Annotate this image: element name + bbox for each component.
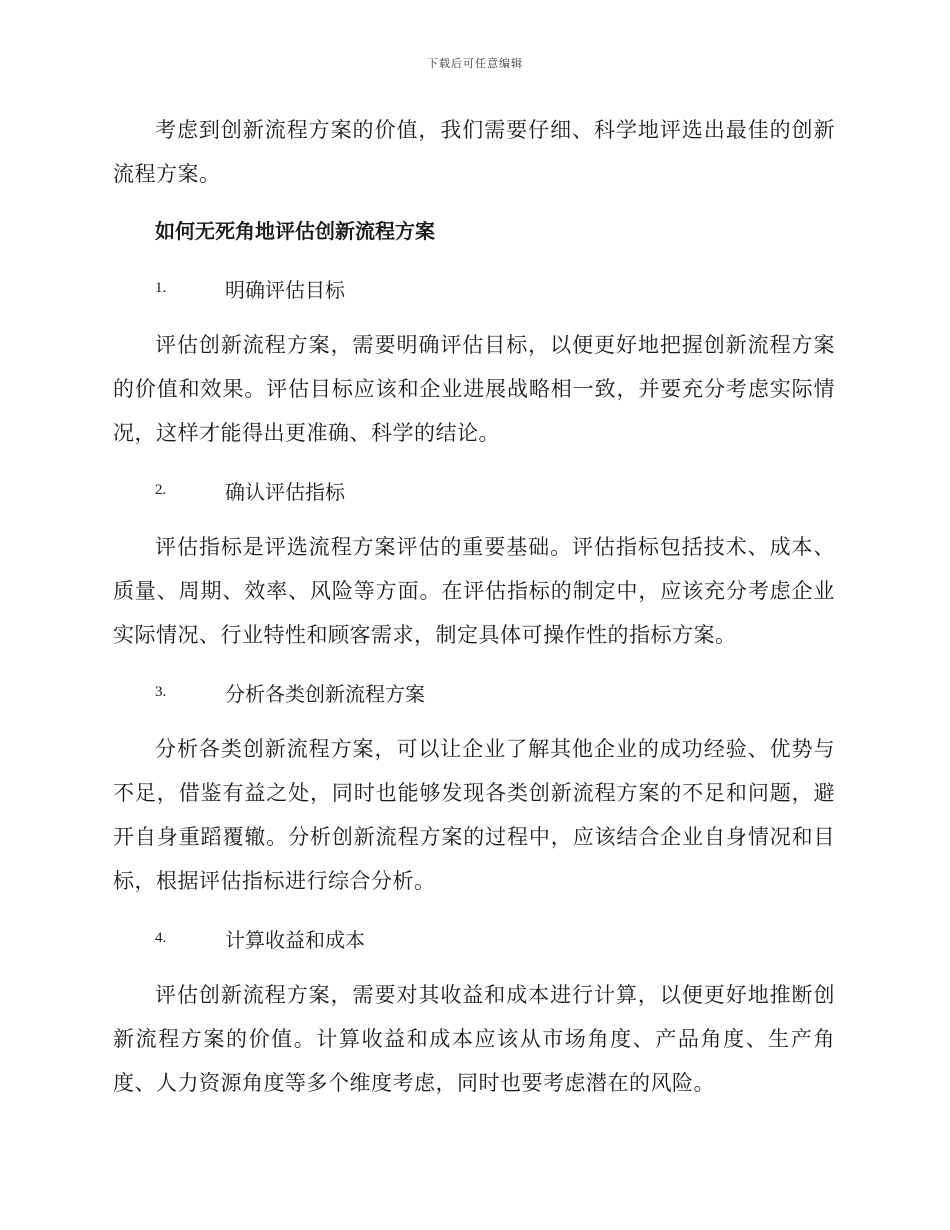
list-item-heading: [155, 468, 835, 512]
list-item-number: 1.: [155, 279, 167, 296]
list-item-heading: [155, 266, 835, 310]
list-item-title: 明确评估目标: [225, 277, 345, 302]
document-body: [113, 108, 835, 1118]
intro-paragraph: 考虑到创新流程方案的价值，我们需要仔细、科学地评选出最佳的创新流程方案。: [113, 118, 835, 186]
section-heading: 如何无死角地评估创新流程方案: [155, 219, 435, 243]
list-item-title: 确认评估指标: [225, 479, 345, 504]
list-item-body: 评估指标是评选流程方案评估的重要基础。评估指标包括技术、成本、质量、周期、效率、风险等方面。在评估指标的制定中，应该充分考虑企业实际情况、行业特性和顾客需求，制定具体可操作性的指标方案。: [113, 535, 835, 647]
list-item-title: 分析各类创新流程方案: [225, 681, 425, 706]
list-item-body: 分析各类创新流程方案，可以让企业了解其他企业的成功经验、优势与不足，借鉴有益之处，同时也能够发现各类创新流程方案的不足和问题，避开自身重蹈覆辙。分析创新流程方案的过程中，应该结合企业自身情况和目标，根据评估指标进行综合分析。: [113, 737, 835, 893]
list-item-number: 4.: [155, 929, 167, 946]
list-item-heading: [155, 916, 835, 960]
list-item-body: 评估创新流程方案，需要明确评估目标，以便更好地把握创新流程方案的价值和效果。评估目标应该和企业进展战略相一致，并要充分考虑实际情况，这样才能得出更准确、科学的结论。: [113, 333, 835, 445]
header-note: 下载后可任意编辑: [427, 57, 523, 70]
list-item-body: 评估创新流程方案，需要对其收益和成本进行计算，以便更好地推断创新流程方案的价值。计算收益和成本应该从市场角度、产品角度、生产角度、人力资源角度等多个维度考虑，同时也要考虑潜在的风险。: [113, 983, 835, 1095]
list-item-title: 计算收益和成本: [225, 927, 365, 952]
list-item-heading: [155, 670, 835, 714]
list-item-number: 3.: [155, 683, 167, 700]
list-item-number: 2.: [155, 481, 167, 498]
